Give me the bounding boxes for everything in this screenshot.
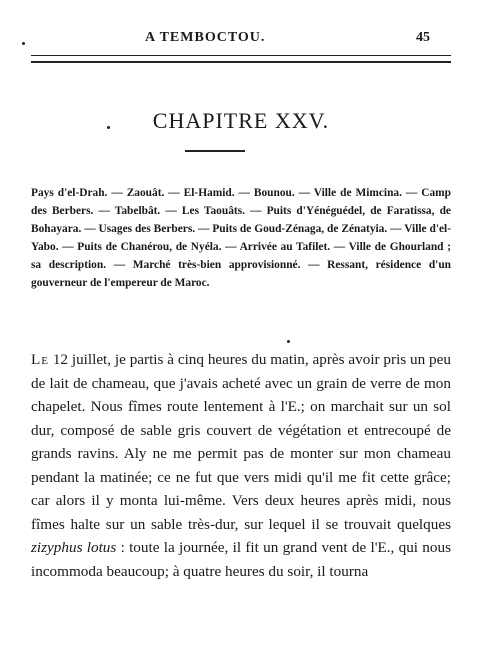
chapter-title: CHAPITRE XXV. — [152, 108, 330, 133]
print-speck — [287, 340, 290, 343]
body-paragraph — [31, 348, 451, 583]
running-head: A TEMBOCTOU. — [145, 30, 266, 45]
paragraph-lead: Le — [31, 351, 49, 368]
chapter-summary: Pays d'el-Drah. — Zaouât. — El-Hamid. — Bounou. — Ville de Mimcina. — Camp des Berbers. — Tabelbât. — Les Taouâts. — Puits d'Yénéguédel, de Faratissa, de Bohayara. — Usages des Berbers. — Puits de Goud-Zénaga, de Zénatyia. — Ville d'el-Yabo. — Puits de Chanérou, de Nyéla. — Arrivée au Tafilet. — Ville de Ghourland ; sa description. — Marché très-bien approvisionné. — Ressant, résidence d'un gouverneur de l'empereur de Maroc. — [31, 187, 451, 289]
page-number: 45 — [416, 30, 430, 45]
header-rule — [31, 55, 451, 63]
species-name: zizyphus lotus — [31, 539, 117, 556]
print-speck — [22, 42, 25, 45]
paragraph-text-2: : toute la journée, il fit un grand vent de l'E., qui nous incommoda beaucoup; à quatre heures du soir, il tourna — [31, 539, 451, 580]
title-rule — [185, 150, 245, 152]
print-speck — [107, 126, 110, 129]
paragraph-text-1: 12 juillet, je partis à cinq heures du matin, après avoir pris un peu de lait de chameau, que j'avais acheté avec un grain de verre de mon chapelet. Nous fîmes route lentement à l'E.; on marchait sur un sol dur, composé de sable gris couvert de végétation et entrecoupé de grands ravins. Aly ne me permit pas de monter sur mon chameau pendant la matinée; ce ne fut que vers midi qu'il me fit cette grâce; car alors il y monta lui-même. Vers deux heures après midi, nous fîmes halte sur un sable très-dur, sur lequel il se trouvait quelques — [31, 351, 451, 533]
